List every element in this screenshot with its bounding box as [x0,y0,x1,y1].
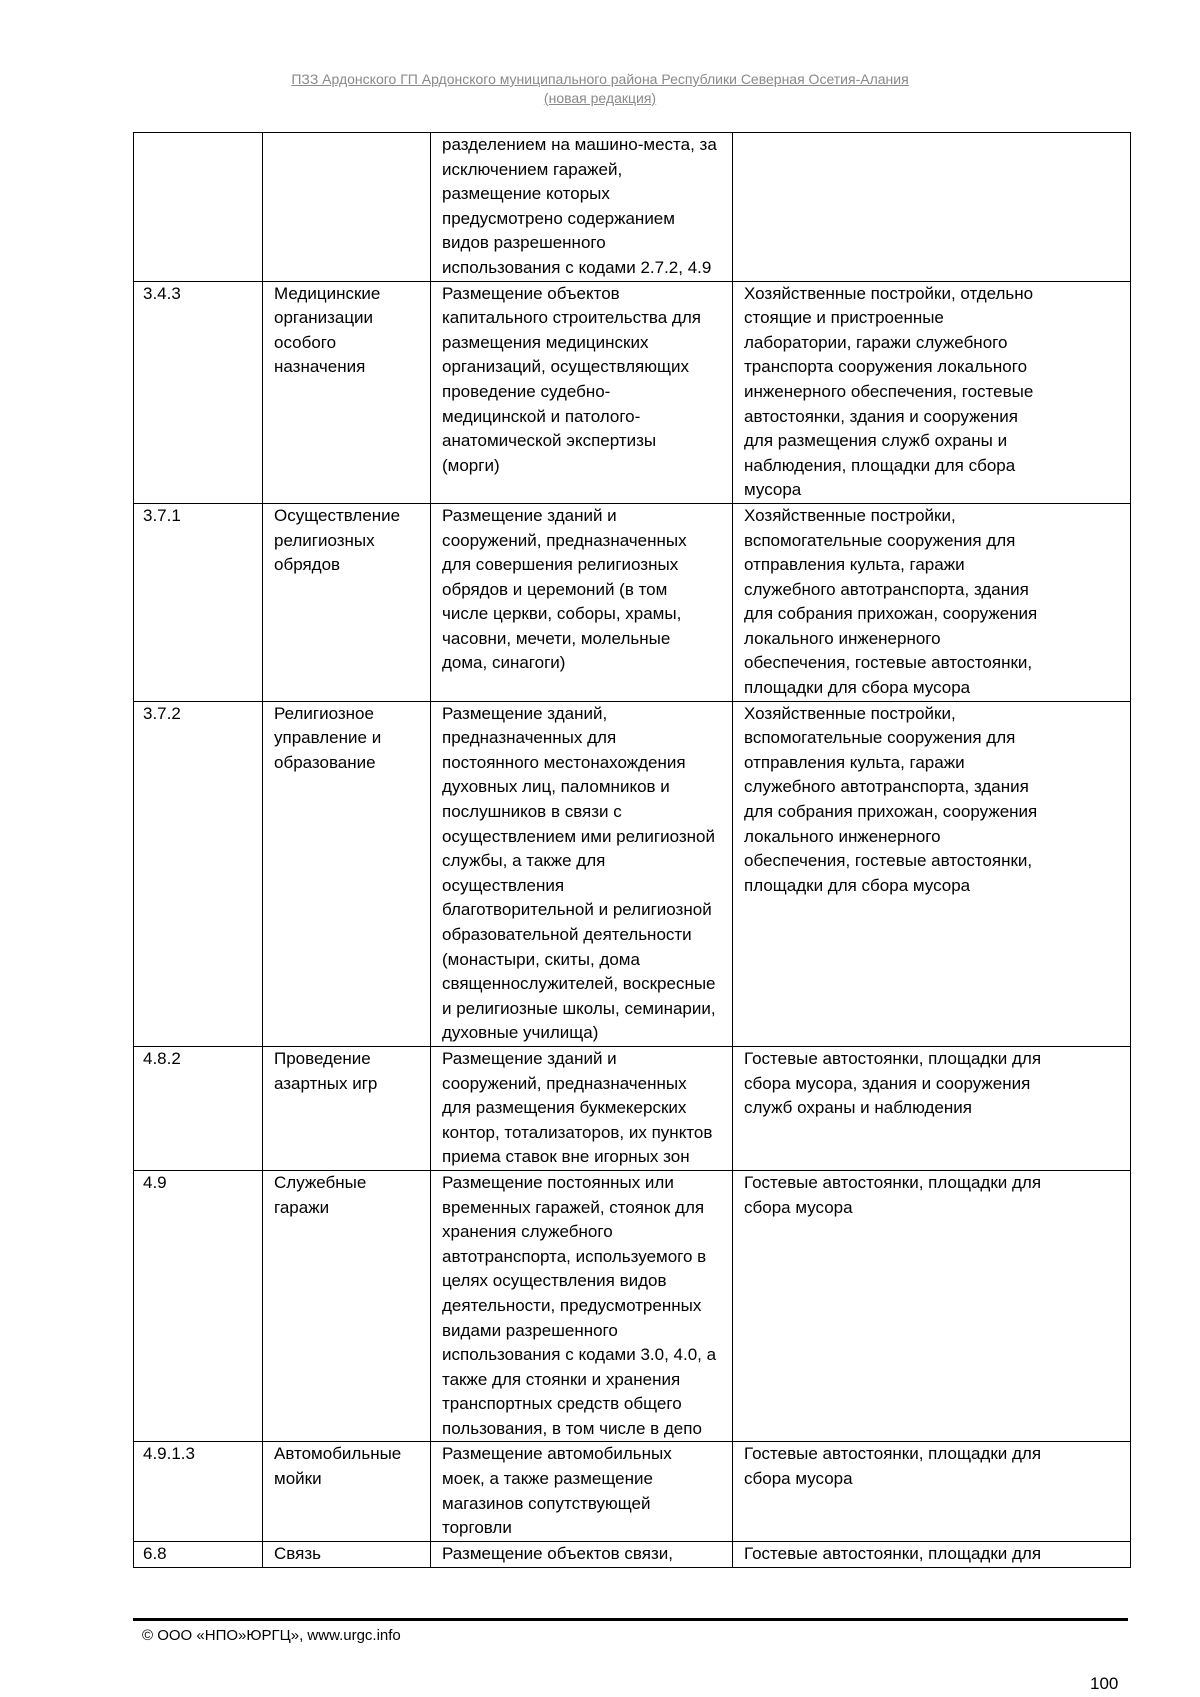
cell-text-line: для размещения служб охраны и [744,431,1008,451]
cell-auxiliary-uses [733,1170,1131,1442]
cell-text-line: локального инженерного [744,826,941,846]
cell-text-line: целях осуществления видов [442,1271,667,1291]
cell-text-line: вспомогательные сооружения для [744,530,1016,550]
cell-code [134,701,263,1046]
cell-text-line: обеспечения, гостевые автостоянки, [744,653,1033,673]
cell-text-line: управление и [274,728,382,748]
cell-text-line: использования с кодами 2.7.2, 4.9 [442,257,712,277]
cell-text-line: благотворительной и религиозной [442,900,712,920]
cell-text-line: обрядов [274,555,341,575]
table-row [134,1442,1131,1541]
cell-text-line: сбора мусора [744,1469,853,1489]
cell-text-line: Размещение объектов [442,283,620,303]
cell-text-line: видов разрешенного [442,233,606,253]
cell-text-line: для совершения религиозных [442,555,679,575]
cell-text: 3.4.3 [143,283,181,303]
cell-text-line: деятельности, предусмотренных [442,1295,702,1315]
cell-text-line: вспомогательные сооружения для [744,728,1016,748]
cell-code [134,1046,263,1170]
cell-text-line: локального инженерного [744,628,941,648]
cell-text-line: Гостевые автостоянки, площадки для [744,1172,1042,1192]
cell-text: 4.8.2 [143,1048,181,1068]
cell-text-line: религиозных [274,530,375,550]
cell-text-line: медицинской и патолого- [442,406,641,426]
cell-text-line: Размещение автомобильных [442,1444,672,1464]
cell-name [263,1442,431,1541]
land-use-table [133,132,1131,1568]
cell-text-line: автостоянки, здания и сооружения [744,406,1018,426]
cell-text-line: магазинов сопутствующей [442,1493,651,1513]
cell-text-line: торговли [442,1518,512,1538]
cell-description [431,1046,733,1170]
cell-text-line: Гостевые автостоянки, площадки для [744,1048,1042,1068]
cell-text-line: стоящие и пристроенные [744,308,944,328]
cell-text-line: временных гаражей, стоянок для [442,1197,705,1217]
cell-text-line: наблюдения, площадки для сбора [744,455,1016,475]
cell-text-line: и религиозные школы, семинарии, [442,998,716,1018]
cell-text-line: служебного автотранспорта, здания [744,777,1029,797]
cell-text-line: Размещение объектов связи, [442,1543,673,1563]
cell-description [431,133,733,282]
cell-text-line: сбора мусора [744,1197,853,1217]
cell-text-line: лаборатории, гаражи служебного [744,332,1008,352]
cell-text-line: обеспечения, гостевые автостоянки, [744,851,1033,871]
cell-text-line: организации [274,308,374,328]
footer-copyright: © ООО «НПО»ЮРГЦ», www.urgc.info [142,1627,401,1644]
cell-text-line: анатомической экспертизы [442,431,657,451]
cell-text-line: Проведение [274,1048,371,1068]
cell-name [263,503,431,701]
cell-text-line: Размещение зданий, [442,703,608,723]
cell-text-line: транспорта сооружения локального [744,357,1028,377]
cell-auxiliary-uses [733,1046,1131,1170]
cell-text-line: для собрания прихожан, сооружения [744,802,1038,822]
cell-description [431,1541,733,1567]
cell-text-line: Хозяйственные постройки, [744,703,956,723]
cell-auxiliary-uses [733,133,1131,282]
table-row [134,1170,1131,1442]
cell-text-line: предназначенных для [442,728,617,748]
cell-text-line: служб охраны и наблюдения [744,1098,972,1118]
cell-text-line: особого [274,332,337,352]
cell-text-line: азартных игр [274,1073,378,1093]
cell-text: 4.9 [143,1172,167,1192]
cell-name [263,281,431,503]
cell-text-line: послушников в связи с [442,802,622,822]
cell-code [134,133,263,282]
cell-text-line: также для стоянки и хранения [442,1369,681,1389]
cell-text-line: площадки для сбора мусора [744,875,971,895]
cell-text-line: обрядов и церемоний (в том [442,579,668,599]
cell-text-line: для собрания прихожан, сооружения [744,604,1038,624]
cell-text-line: пользования, в том числе в депо [442,1418,702,1438]
cell-text-line: исключением гаражей, [442,159,623,179]
cell-text-line: для размещения букмекерских [442,1098,687,1118]
cell-text-line: Служебные [274,1172,367,1192]
cell-name [263,1046,431,1170]
table-row [134,1541,1131,1567]
table-row [134,1046,1131,1170]
cell-text-line: мусора [744,480,802,500]
cell-text-line: Религиозное [274,703,374,723]
cell-text-line: Хозяйственные постройки, [744,505,956,525]
cell-text-line: дома, синагоги) [442,653,566,673]
cell-text-line: (монастыри, скиты, дома [442,949,640,969]
cell-text: 6.8 [143,1543,167,1563]
cell-text-line: разделением на машино-места, за [442,135,717,154]
cell-text-line: служебного автотранспорта, здания [744,579,1029,599]
cell-text-line: сбора мусора, здания и сооружения [744,1073,1031,1093]
header-title: ПЗЗ Ардонского ГП Ардонского муниципального района Республики Северная Осетия-Алания [291,71,909,87]
cell-text-line: сооружений, предназначенных [442,1073,687,1093]
cell-text-line: Хозяйственные постройки, отдельно [744,283,1034,303]
cell-description [431,503,733,701]
page-number: 100 [1090,1674,1119,1693]
cell-text-line: размещение которых [442,184,610,204]
cell-text-line: Размещение зданий и [442,505,617,525]
cell-text-line: Связь [274,1543,321,1563]
cell-text-line: организаций, осуществляющих [442,357,689,377]
table-row [134,133,1131,282]
cell-auxiliary-uses [733,1442,1131,1541]
cell-code [134,281,263,503]
cell-description [431,1170,733,1442]
cell-text-line: моек, а также размещение [442,1469,653,1489]
cell-text-line: (морги) [442,455,500,475]
cell-text: 4.9.1.3 [143,1444,195,1464]
cell-text: 3.7.2 [143,703,181,723]
cell-text-line: часовни, мечети, молельные [442,628,671,648]
cell-text-line: площадки для сбора мусора [744,678,971,698]
cell-name [263,1541,431,1567]
cell-text-line: инженерного обеспечения, гостевые [744,381,1034,401]
cell-text-line: числе церкви, соборы, храмы, [442,604,682,624]
cell-text: 3.7.1 [143,505,181,525]
cell-text-line: сооружений, предназначенных [442,530,687,550]
cell-text-line: Размещение постоянных или [442,1172,674,1192]
cell-text-line: отправления культа, гаражи [744,752,965,772]
table-row [134,503,1131,701]
cell-text-line: духовных лиц, паломников и [442,777,670,797]
cell-text-line: видами разрешенного [442,1320,618,1340]
cell-description [431,1442,733,1541]
cell-text-line: образование [274,752,376,772]
cell-description [431,701,733,1046]
footer-divider [133,1618,1128,1621]
cell-text-line: капитального строительства для [442,308,701,328]
cell-code [134,503,263,701]
cell-text-line: Автомобильные [274,1444,402,1464]
document-header [0,70,1200,108]
cell-text-line: Гостевые автостоянки, площадки для [744,1444,1042,1464]
cell-text-line: осуществлением ими религиозной [442,826,716,846]
cell-code [134,1442,263,1541]
cell-description [431,281,733,503]
cell-name [263,133,431,282]
cell-auxiliary-uses [733,281,1131,503]
header-subtitle: (новая редакция) [543,90,657,106]
cell-text-line: назначения [274,357,366,377]
cell-text-line: контор, тотализаторов, их пунктов [442,1122,713,1142]
table-row [134,281,1131,503]
cell-auxiliary-uses [733,701,1131,1046]
cell-text-line: автотранспорта, используемого в [442,1246,707,1266]
cell-text-line: Осуществление [274,505,401,525]
cell-text-line: транспортных средств общего [442,1394,682,1414]
cell-text-line: священнослужителей, воскресные [442,974,716,994]
cell-text-line: размещения медицинских [442,332,649,352]
table-row [134,701,1131,1046]
cell-text-line: предусмотрено содержанием [442,208,675,228]
cell-auxiliary-uses [733,1541,1131,1567]
cell-text-line: Медицинские [274,283,381,303]
table-body [134,133,1131,1568]
cell-code [134,1170,263,1442]
cell-text-line: отправления культа, гаражи [744,555,965,575]
cell-text-line: мойки [274,1469,322,1489]
cell-auxiliary-uses [733,503,1131,701]
cell-text-line: гаражи [274,1197,330,1217]
cell-text-line: образовательной деятельности [442,925,692,944]
cell-name [263,1170,431,1442]
cell-text-line: приема ставок вне игорных зон [442,1147,690,1167]
cell-text-line: Гостевые автостоянки, площадки для [744,1543,1042,1563]
cell-text-line: постоянного местонахождения [442,752,686,772]
cell-text-line: Размещение зданий и [442,1048,617,1068]
cell-code [134,1541,263,1567]
cell-text-line: осуществления [442,875,565,895]
cell-name [263,701,431,1046]
cell-text-line: хранения служебного [442,1222,613,1242]
cell-text-line: проведение судебно- [442,381,611,401]
cell-text-line: духовные училища) [442,1023,599,1043]
cell-text-line: службы, а также для [442,851,606,871]
cell-text-line: использования с кодами 3.0, 4.0, а [442,1345,717,1365]
